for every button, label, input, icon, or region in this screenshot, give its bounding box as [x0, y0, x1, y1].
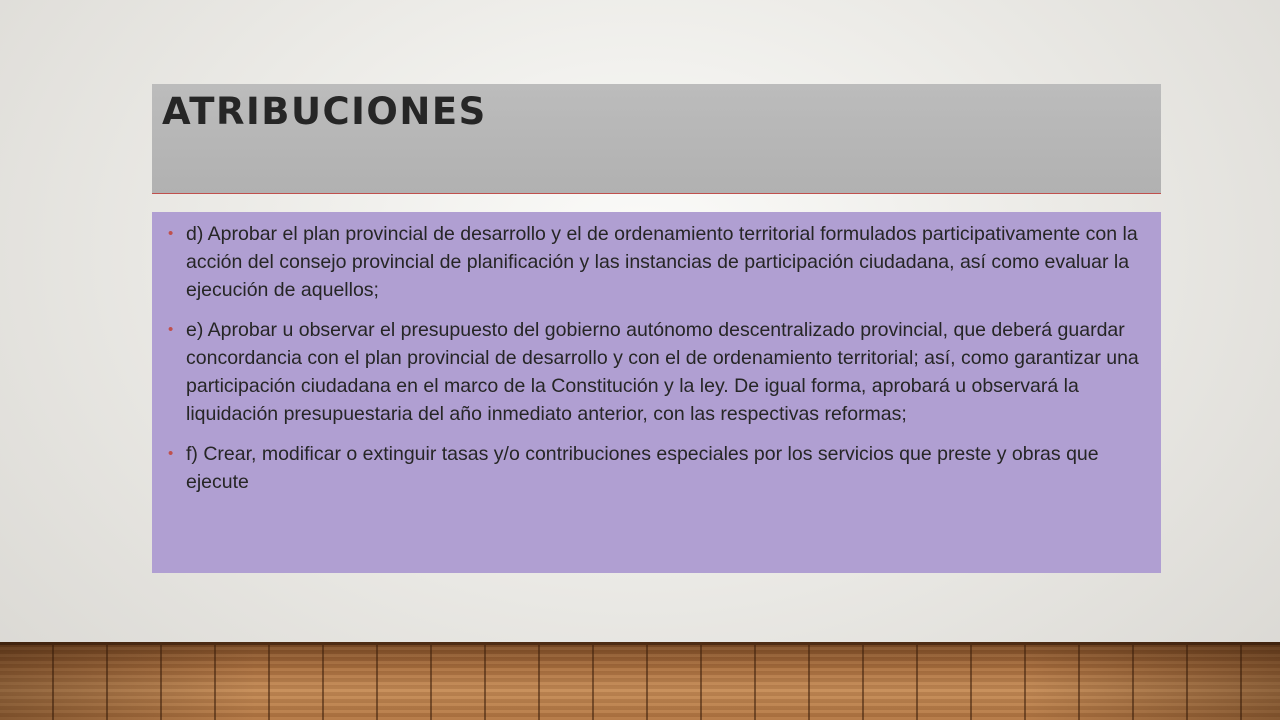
- list-item: [166, 220, 1141, 304]
- slide-title: ATRIBUCIONES: [162, 90, 487, 133]
- list-item: [166, 440, 1141, 496]
- list-item-text: e) Aprobar u observar el presupuesto del gobierno autónomo descentralizado provincial, que deberá guardar concordancia con el plan provincial de desarrollo y con el de ordenamiento territorial; así, como garantizar una participación ciudadana en el marco de la Constitución y la ley. De igual forma, aprobará u observará la liquidación presupuestaria del año inmediato anterior, con las respectivas reformas;: [186, 319, 1139, 425]
- bullet-icon: •: [168, 321, 174, 338]
- title-placeholder: [152, 84, 1161, 194]
- bullet-icon: •: [168, 225, 174, 242]
- content-placeholder: [152, 212, 1161, 573]
- list-item-text: f) Crear, modificar o extinguir tasas y/o contribuciones especiales por los servicios que preste y obras que ejecute: [186, 443, 1099, 493]
- list-item-text: d) Aprobar el plan provincial de desarrollo y el de ordenamiento territorial formulados participativamente con la acción del consejo provincial de planificación y las instancias de participación ciudadana, así como evaluar la ejecución de aquellos;: [186, 223, 1138, 301]
- floor-shadow: [0, 642, 1280, 720]
- bullet-icon: •: [168, 445, 174, 462]
- bullet-list: [166, 220, 1141, 496]
- list-item: [166, 316, 1141, 428]
